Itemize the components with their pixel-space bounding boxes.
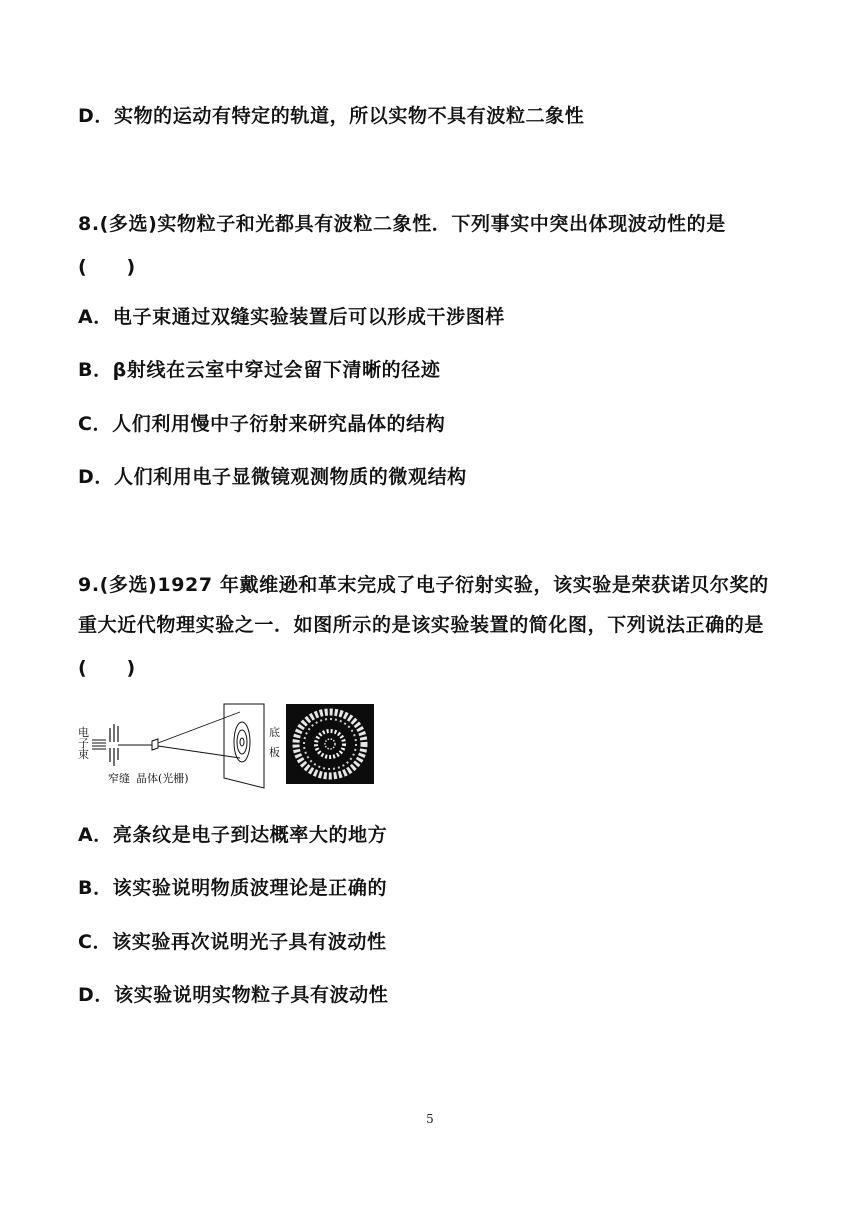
q8-option-a: A．电子束通过双缝实验装置后可以形成干涉图样 — [78, 306, 505, 328]
slit-label: 窄缝 — [108, 772, 130, 785]
plate-label-char1: 底 — [269, 726, 280, 739]
page-number: 5 — [426, 1112, 434, 1126]
q9-stem-line1: 9.(多选)1927 年戴维逊和革末完成了电子衍射实验，该实验是荣获诺贝尔奖的 — [78, 574, 769, 596]
electron-beam-arrows — [92, 740, 106, 749]
q9-stem-line3: ( ) — [78, 657, 136, 679]
slit-plates — [110, 724, 118, 766]
q9-option-b: B．该实验说明物质波理论是正确的 — [78, 877, 388, 899]
diffracted-rays — [158, 712, 240, 758]
beam-label-char2: 子 — [78, 737, 89, 750]
q9-option-a: A．亮条纹是电子到达概率大的地方 — [78, 824, 388, 846]
crystal-shape — [152, 739, 158, 750]
q9-option-c: C．该实验再次说明光子具有波动性 — [78, 931, 387, 953]
beam-label-char3: 束 — [78, 748, 89, 761]
screen-plate — [224, 704, 264, 788]
q9-stem-line2: 重大近代物理实验之一．如图所示的是该实验装置的简化图，下列说法正确的是 — [78, 614, 765, 636]
diffraction-apparatus-diagram — [72, 700, 382, 790]
q8-stem-line2: ( ) — [78, 256, 136, 278]
diffraction-pattern-photo — [286, 704, 374, 784]
beam-label-char1: 电 — [78, 726, 89, 739]
plate-label-char2: 板 — [269, 746, 280, 759]
electron-diffraction-figure — [72, 700, 382, 790]
crystal-label: 晶体(光栅) — [136, 772, 189, 785]
screen-rings — [234, 722, 250, 762]
q8-stem-line1: 8.(多选)实物粒子和光都具有波粒二象性．下列事实中突出体现波动性的是 — [78, 213, 726, 235]
q8-option-b: B．β射线在云室中穿过会留下清晰的径迹 — [78, 359, 441, 381]
q9-option-d: D．该实验说明实物粒子具有波动性 — [78, 984, 389, 1006]
q8-option-d: D．人们利用电子显微镜观测物质的微观结构 — [78, 466, 467, 488]
q8-option-c: C．人们利用慢中子衍射来研究晶体的结构 — [78, 413, 446, 435]
prev-option-d: D．实物的运动有特定的轨道，所以实物不具有波粒二象性 — [78, 105, 585, 127]
